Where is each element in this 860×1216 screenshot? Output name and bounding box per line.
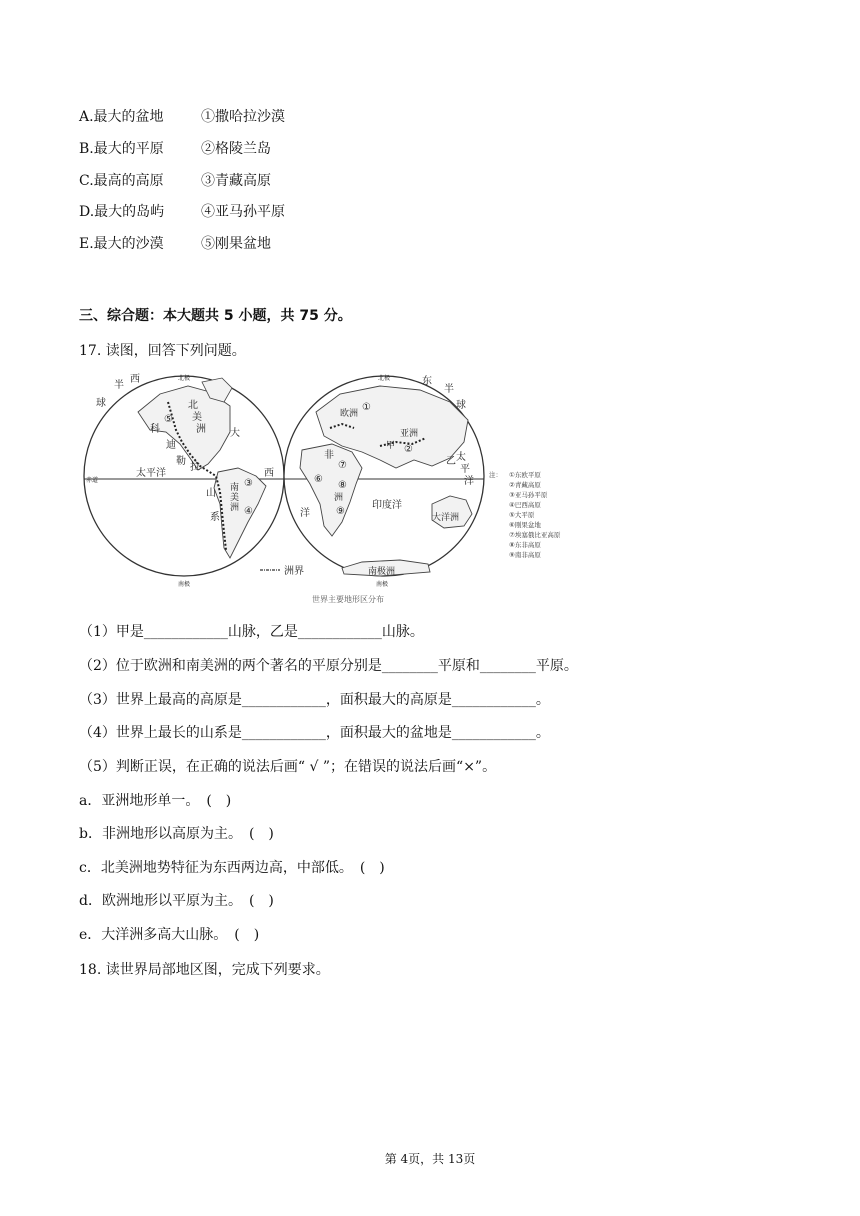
map-label: 南 — [230, 483, 240, 493]
map-label: 科 — [150, 424, 160, 435]
map-label: ① — [362, 402, 371, 413]
map-label: 平 — [460, 464, 470, 475]
matching-right: ④亚马孙平原 — [201, 204, 285, 220]
map-label: ② — [404, 444, 413, 455]
world-landform-map — [80, 372, 600, 606]
map-label: 东 — [422, 376, 432, 387]
map-label: 半 — [444, 384, 454, 395]
question-17-item: （4）世界上最长的山系是____________，面积最大的盆地是____________。 — [79, 725, 550, 741]
matching-right: ①撒哈拉沙漠 — [201, 109, 285, 125]
map-note: ⑥刚果盆地 — [509, 521, 541, 529]
map-label: 太 — [456, 452, 466, 463]
question-17-item: （3）世界上最高的高原是____________，面积最大的高原是____________。 — [79, 692, 550, 708]
map-label: 欧洲 — [340, 409, 359, 419]
map-note: ⑨南非高原 — [509, 551, 541, 559]
question-17-item: b．非洲地形以高原为主。 ( ) — [79, 826, 274, 842]
map-label: 勒 — [176, 456, 186, 467]
map-label: 非 — [324, 450, 334, 461]
map-label: 印度洋 — [372, 500, 402, 511]
map-label: 北 — [188, 400, 198, 411]
map-label: 山 — [206, 488, 216, 499]
matching-left: B.最大的平原 — [79, 141, 164, 157]
map-note: ⑧东非高原 — [509, 541, 541, 549]
map-note: ①东欧平原 — [509, 471, 541, 479]
map-label: 半 — [114, 380, 124, 391]
matching-row — [79, 170, 271, 190]
map-label: 西 — [130, 374, 140, 385]
map-label: 太平洋 — [136, 468, 166, 479]
map-label: 大洋洲 — [432, 513, 460, 523]
question-17-item: d．欧洲地形以平原为主。 ( ) — [79, 893, 274, 909]
map-label: 北极 — [178, 375, 191, 382]
map-label: 南极 — [376, 581, 389, 588]
map-label: 洲 — [196, 424, 206, 435]
continent-border-legend-label: 洲界 — [284, 566, 304, 577]
matching-row — [79, 138, 271, 158]
map-label: ③ — [244, 478, 253, 489]
map-label: 球 — [96, 398, 106, 409]
matching-row — [79, 106, 285, 126]
page-footer: 第 4页，共 13页 — [384, 1152, 476, 1166]
map-label: 迪 — [166, 440, 176, 451]
matching-left: C.最高的高原 — [79, 173, 164, 189]
question-17-item: （1）甲是____________山脉，乙是____________山脉。 — [79, 624, 424, 640]
map-label: ④ — [244, 506, 253, 517]
map-label: ⑤ — [164, 414, 173, 425]
map-label: ⑥ — [314, 474, 323, 485]
question-17-item: a．亚洲地形单一。 ( ) — [79, 793, 232, 809]
map-notes-title: 注： — [489, 471, 502, 479]
map-label: 洲 — [230, 503, 240, 513]
map-label: ⑧ — [338, 480, 347, 491]
map-caption: 世界主要地形区分布 — [312, 595, 384, 604]
matching-left: E.最大的沙漠 — [79, 236, 164, 252]
map-label: 乙 — [446, 456, 456, 467]
map-label: 拉 — [190, 462, 200, 473]
matching-left: D.最大的岛屿 — [79, 204, 165, 220]
map-label: 洋 — [464, 476, 474, 487]
map-label: 甲 — [386, 441, 396, 451]
matching-row — [79, 201, 285, 221]
matching-right: ③青藏高原 — [201, 173, 271, 189]
matching-left: A.最大的盆地 — [79, 109, 164, 125]
map-note: ⑦埃塞俄比亚高原 — [509, 531, 561, 539]
map-label: 西 — [264, 468, 274, 479]
map-label: 球 — [456, 400, 466, 411]
question-17-stem: 17. 读图，回答下列问题。 — [79, 343, 246, 359]
matching-right: ②格陵兰岛 — [201, 141, 271, 157]
map-note: ⑤大平原 — [509, 511, 535, 519]
map-note: ②青藏高原 — [509, 481, 541, 489]
map-label: 亚洲 — [400, 429, 419, 439]
map-label: ⑨ — [336, 506, 345, 517]
matching-right: ⑤刚果盆地 — [201, 236, 271, 252]
map-label: 赤道 — [86, 477, 99, 484]
map-label: 洋 — [300, 508, 310, 519]
question-17-item: （5）判断正误，在正确的说法后画“ √ ”；在错误的说法后画“×”。 — [79, 759, 497, 775]
map-label: 南极 — [178, 581, 191, 588]
map-label: ⑦ — [338, 460, 347, 471]
map-label: 系 — [210, 512, 220, 523]
section-title: 三、综合题：本大题共 5 小题，共 75 分。 — [79, 308, 352, 324]
map-label: 美 — [230, 493, 240, 503]
matching-row — [79, 233, 271, 253]
question-17-item: c．北美洲地势特征为东西两边高，中部低。 ( ) — [79, 860, 385, 876]
question-17-item: （2）位于欧洲和南美洲的两个著名的平原分别是________平原和________平原。 — [79, 658, 578, 674]
map-label: 大 — [230, 428, 240, 439]
map-label: 南极洲 — [368, 567, 396, 577]
map-label: 美 — [192, 412, 202, 423]
map-label: 北极 — [378, 375, 391, 382]
question-17-item: e．大洋洲多高大山脉。 ( ) — [79, 927, 260, 943]
map-note: ③亚马孙平原 — [509, 491, 548, 499]
map-label: 洲 — [334, 493, 344, 503]
map-note: ④巴西高原 — [509, 501, 541, 509]
question-18-stem: 18. 读世界局部地区图，完成下列要求。 — [79, 962, 330, 978]
